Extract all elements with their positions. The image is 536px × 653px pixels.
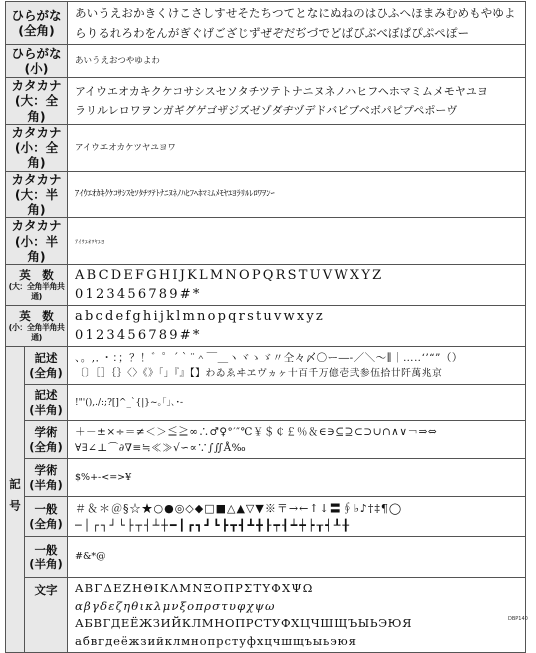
- row-alpha-lower: [6, 306, 526, 347]
- row-symbols-letters: [6, 578, 526, 653]
- row-content: 、。,．・：；？！゛゜´｀¨＾￣＿ヽヾゝゞ〃仝々〆〇ー―‐／＼～∥｜…‥‘’“”（） 〔〕［］｛｝〈〉《》「」『』【】わゐゑヰヱヴヵヶ十百千万億壱弐参伍拾廿阡萬兆京: [68, 347, 526, 385]
- row-header: ひらがな (全角): [6, 2, 68, 45]
- row-katakana-full: [6, 78, 526, 125]
- row-content: ＃＆＊＠§☆★○●◎◇◆□■△▲▽▼※〒→←↑↓〓∮♭♪†‡¶◯ ─│┌┐┘└├┬┤┴┼━┃┏┓┛┗┣┳┫┻╋┠┯┨┷┿┝┰┥┸╂: [68, 497, 526, 537]
- row-content: ＋－±×÷＝≠＜＞≦≧∞∴♂♀°′″℃￥＄￠￡％＆∈∋⊆⊇⊂⊃∪∩∧∨￢⇒⇔ ∀∃∠⊥⌒∂∇≡≒≪≫√∽∝∵∫∬Å‰: [68, 421, 526, 459]
- row-symbols-science-half: [6, 459, 526, 497]
- row-content: あいうえおかきくけこさしすせそたちつてとなにぬねのはひふへほまみむめもやゆよ らりるれろわをんがぎぐげござじずぜぞだぢづでどばびぶべぼぱぴぷぺぽー: [68, 2, 526, 45]
- row-content: ΑΒΓΔΕΖΗΘΙΚΛΜΝΞΟΠΡΣΤΥΦΧΨΩ αβγδεζηθικλμνξοπρστυφχψω АБВГДЕЁЖЗИЙКЛМНОПРСТУФХЦЧШЩЪЫЬЭЮЯ абвгдеёжзийклмнопрстуфхцчшщъыьэюя: [68, 578, 526, 653]
- row-content: あいうえおつやゆよわ: [68, 45, 526, 78]
- row-header: 記述 (半角): [25, 385, 68, 421]
- row-header: カタカナ (大：半角): [6, 171, 68, 218]
- row-header: 学術 (全角): [25, 421, 68, 459]
- row-alpha-upper: [6, 265, 526, 306]
- row-symbols-general-full: [6, 497, 526, 537]
- row-content: !"'(),./:;?[]^_`{|}~｡｢｣､･-: [68, 385, 526, 421]
- row-header: 記述 (全角): [25, 347, 68, 385]
- row-header: 英 数 (小：全角半角共通): [6, 306, 68, 347]
- row-symbols-desc-half: [6, 385, 526, 421]
- row-content: ｱｲｳｴｵｶｷｸｹｺｻｼｽｾｿﾀﾁﾂﾃﾄﾅﾆﾇﾈﾉﾊﾋﾌﾍﾎﾏﾐﾑﾒﾓﾔﾕﾖﾗﾘﾙﾚﾛﾜｦﾝｰ: [68, 171, 526, 218]
- row-content: アイウエオカキクケコサシスセソタチツテトナニヌネノハヒフヘホマミムメモヤユヨ ラリルレロワヲンガギグゲゴザジズゼゾダヂヅデドバビブベボパピプペポーヴ: [68, 78, 526, 125]
- row-header: 一般 (半角): [25, 537, 68, 578]
- row-content: アイウエオカケツヤユヨワ: [68, 124, 526, 171]
- row-content: abcdefghijklmnopqrstuvwxyz 0123456789#*: [68, 306, 526, 347]
- row-content: #&*@: [68, 537, 526, 578]
- row-symbols-science-full: [6, 421, 526, 459]
- row-symbols-desc-full: [6, 347, 526, 385]
- row-header: 学術 (半角): [25, 459, 68, 497]
- row-content: ABCDEFGHIJKLMNOPQRSTUVWXYZ 0123456789#*: [68, 265, 526, 306]
- row-header: 文字: [25, 578, 68, 653]
- figure-code: DBP140: [508, 616, 528, 622]
- row-header: カタカナ (大：全角): [6, 78, 68, 125]
- symbols-group-header: 記号: [6, 347, 25, 653]
- row-katakana-half: [6, 171, 526, 218]
- row-content: ｧｨｩｪｫｯｬｭｮ: [68, 218, 526, 265]
- row-header: カタカナ (小：全角): [6, 124, 68, 171]
- row-header: ひらがな (小): [6, 45, 68, 78]
- row-content: $%+-<=>¥: [68, 459, 526, 497]
- row-header: カタカナ (小：半角): [6, 218, 68, 265]
- row-symbols-general-half: [6, 537, 526, 578]
- row-hiragana-small: [6, 45, 526, 78]
- character-table: [5, 1, 526, 653]
- row-header: 英 数 (大：全角半角共通): [6, 265, 68, 306]
- row-katakana-small-full: [6, 124, 526, 171]
- row-header: 一般 (全角): [25, 497, 68, 537]
- row-hiragana: [6, 2, 526, 45]
- row-katakana-small-half: [6, 218, 526, 265]
